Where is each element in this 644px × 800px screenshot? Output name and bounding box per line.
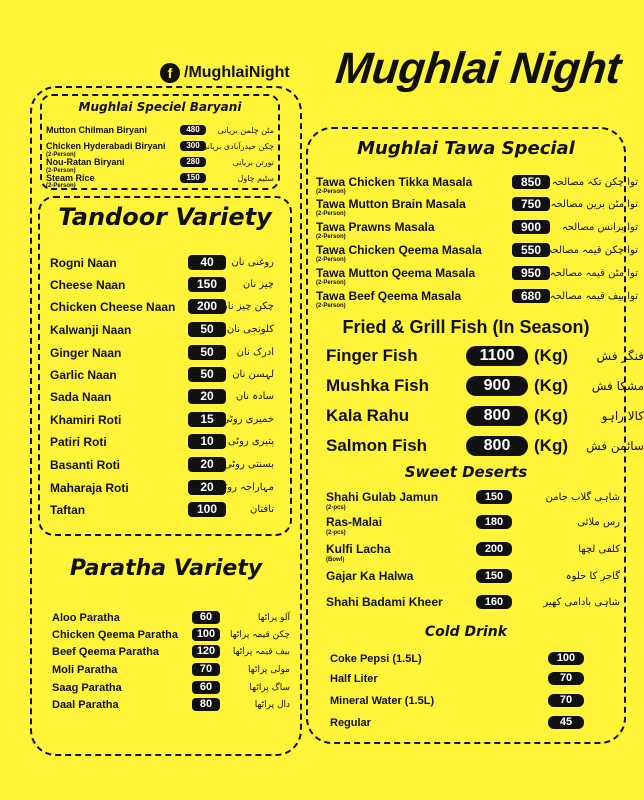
item-name: Chicken Qeema Paratha [52,628,178,641]
item-name: Sada Naan [50,389,112,404]
item-urdu: توا چکن قیمہ مصالحہ [546,244,638,256]
item-urdu: چکن چیز نان [220,301,274,312]
item-price: 70 [548,694,584,707]
menu-item [46,157,274,167]
item-price: 50 [188,367,226,382]
item-name: Moli Paratha [52,663,118,676]
item-name: Ras-Malai [326,515,383,529]
item-portion: (2-Person) [46,183,76,189]
item-price: 15 [188,412,226,427]
fish-title: Fried & Grill Fish (In Season) [342,317,590,337]
item-urdu: توا پرانس مصالحہ [561,221,638,233]
menu-item [50,345,274,360]
item-urdu: گاجر کا حلوہ [565,570,620,582]
item-urdu: سائمن فش [586,439,644,453]
menu-item [50,412,274,427]
item-urdu: مولی پراٹھا [248,664,290,675]
item-urdu: توا مٹن قیمہ مصالحہ [549,267,638,279]
menu-item [316,266,638,280]
menu-item [46,141,274,151]
item-name: Maharaja Roti [50,480,129,495]
menu-item [52,628,290,641]
menu-item [326,515,620,529]
item-price: 100 [548,652,584,665]
item-name: Khamiri Roti [50,412,122,427]
item-portion: (2-pcs) [326,505,346,511]
item-unit: (Kg) [534,376,568,395]
item-name: Kulfi Lacha [326,542,391,556]
item-urdu: چکن قیمہ پراٹھا [230,629,290,640]
item-price: 480 [180,125,206,135]
menu-item [326,542,620,556]
menu-item [52,611,290,624]
menu-item [52,681,290,694]
item-name: Taftan [50,502,86,517]
menu-item [326,595,620,609]
item-name: Cheese Naan [50,277,126,292]
biryani-title: Mughlai Speciel Baryani [78,100,242,114]
item-urdu: کالا راہو [601,409,644,423]
item-urdu: تافتان [249,504,274,515]
item-name: Tawa Mutton Qeema Masala [316,266,476,280]
menu-item [52,698,290,711]
tawa-title: Mughlai Tawa Special [357,138,575,159]
item-portion: (Bowl) [326,557,345,563]
item-price: 150 [180,173,206,183]
menu-item [330,716,584,729]
item-urdu: ساگ پراٹھا [249,682,290,693]
menu-item [326,406,644,426]
item-urdu: رس ملائی [577,516,620,528]
item-price: 100 [188,502,226,517]
item-name: Basanti Roti [50,457,121,472]
item-name: Kalwanji Naan [50,322,132,337]
item-price: 300 [180,141,206,151]
item-name: Tawa Chicken Qeema Masala [316,243,482,257]
item-portion: (2-Person) [316,234,346,240]
sweets-title: Sweet Deserts [404,463,528,481]
item-price: 200 [476,542,512,556]
item-name: Mineral Water (1.5L) [330,694,435,707]
item-urdu: بیف قیمہ پراٹھا [232,646,290,657]
item-price: 1100 [466,346,528,366]
item-price: 150 [188,277,226,292]
item-name: Gajar Ka Halwa [326,569,414,583]
item-portion: (2-Person) [316,303,346,309]
item-urdu: شاہی بادامی کھیر [543,596,620,608]
item-name: Rogni Naan [50,255,117,270]
item-urdu: فنگر فش [596,349,644,363]
item-name: Mutton Chilman Biryani [46,125,147,135]
item-name: Chicken Cheese Naan [50,299,176,314]
item-urdu: خمیری روٹی [221,414,274,425]
item-price: 100 [192,628,220,641]
item-name: Shahi Badami Kheer [326,595,443,609]
item-price: 120 [192,645,220,658]
item-price: 50 [188,322,226,337]
item-price: 10 [188,434,226,449]
item-name: Coke Pepsi (1.5L) [330,652,422,665]
menu-item [330,652,584,665]
item-price: 950 [512,266,550,280]
menu-item [50,502,274,517]
menu-item [50,277,274,292]
item-name: Tawa Prawns Masala [316,220,435,234]
menu-item [52,645,290,658]
item-urdu: مشکا فش [591,379,644,393]
item-urdu: سٹیم چاول [237,173,274,183]
item-name: Beef Qeema Paratha [52,645,159,658]
menu-item [50,434,274,449]
item-name: Ginger Naan [50,345,122,360]
item-price: 60 [192,681,220,694]
item-price: 900 [512,220,550,234]
facebook-handle-text: /MughlaiNight [184,64,290,81]
item-urdu: دال پراٹھا [254,699,290,710]
menu-item [326,376,644,396]
item-portion: (2-Person) [316,257,346,263]
item-price: 850 [512,175,550,189]
item-portion: (2-pcs) [326,530,346,536]
item-name: Tawa Mutton Brain Masala [316,197,466,211]
menu-item [52,663,290,676]
menu-item [50,322,274,337]
item-name: Steam Rice [46,173,95,183]
item-price: 50 [188,345,226,360]
item-portion: (2-Person) [46,168,76,174]
menu-item [50,480,274,495]
menu-item [316,243,638,257]
menu-item [326,490,620,504]
item-price: 60 [192,611,220,624]
item-name: Regular [330,716,371,729]
item-name: Chicken Hyderabadi Biryani [46,141,166,151]
item-urdu: ادرک نان [236,347,274,358]
tandoor-title: Tandoor Variety [58,203,272,231]
menu-item [326,346,644,366]
menu-item [330,672,584,685]
item-urdu: بسنتی روٹی [223,459,274,470]
item-unit: (Kg) [534,406,568,425]
item-urdu: توا مٹن برین مصالحہ [550,198,638,210]
menu-item [50,389,274,404]
item-name: Tawa Beef Qeema Masala [316,289,462,303]
item-urdu: توا بیف قیمہ مصالحہ [549,290,638,302]
facebook-handle [160,63,290,83]
item-portion: (2-Person) [316,211,346,217]
item-urdu: مہاراجہ روٹی [216,482,274,493]
menu-item [50,255,274,270]
menu-item [50,367,274,382]
item-price: 680 [512,289,550,303]
item-price: 160 [476,595,512,609]
item-portion: (2-Person) [46,152,76,158]
item-urdu: آلو پراٹھا [257,612,290,623]
item-urdu: لہسن نان [232,369,274,380]
item-price: 900 [466,376,528,396]
item-price: 750 [512,197,550,211]
item-urdu: کلفی لچھا [578,543,620,555]
menu-item [316,220,638,234]
item-urdu: چکن حیدرآبادی بریانی [201,141,274,151]
menu-item [330,694,584,707]
menu-item [316,289,638,303]
menu-item [326,436,644,456]
item-name: Mushka Fish [326,376,429,395]
item-urdu: پتیری روٹی [227,436,274,447]
item-price: 200 [188,299,226,314]
item-urdu: شاہی گلاب جامن [545,491,620,503]
item-price: 20 [188,457,226,472]
item-price: 800 [466,436,528,456]
menu-item [50,457,274,472]
item-name: Shahi Gulab Jamun [326,490,439,504]
item-name: Garlic Naan [50,367,117,382]
item-name: Daal Paratha [52,698,119,711]
item-urdu: روغنی نان [231,257,274,268]
item-name: Finger Fish [326,346,418,365]
item-name: Patiri Roti [50,434,107,449]
item-urdu: نورتن بریانی [232,157,274,167]
facebook-icon: f [160,63,180,83]
paratha-title: Paratha Variety [69,556,263,581]
brand-title: Mughlai Night [333,44,623,93]
item-price: 45 [548,716,584,729]
item-name: Aloo Paratha [52,611,120,624]
item-name: Saag Paratha [52,681,122,694]
item-price: 70 [548,672,584,685]
menu-item [316,197,638,211]
menu-item [46,173,274,183]
item-price: 800 [466,406,528,426]
item-name: Kala Rahu [326,406,410,425]
item-price: 150 [476,569,512,583]
menu-item [316,175,638,189]
item-name: Tawa Chicken Tikka Masala [316,175,473,189]
cold-drink-title: Cold Drink [424,624,508,640]
item-urdu: سادہ نان [235,391,274,402]
item-unit: (Kg) [534,346,568,365]
item-price: 150 [476,490,512,504]
menu-item [50,299,274,314]
item-price: 20 [188,389,226,404]
item-price: 70 [192,663,220,676]
item-portion: (2-Person) [316,280,346,286]
item-urdu: مٹن چلمن بریانی [217,125,274,135]
item-portion: (2-Person) [316,189,346,195]
item-price: 20 [188,480,226,495]
item-unit: (Kg) [534,436,568,455]
item-name: Half Liter [330,672,378,685]
menu-item [46,125,274,135]
menu-item [326,569,620,583]
item-price: 280 [180,157,206,167]
item-price: 80 [192,698,220,711]
item-price: 550 [512,243,550,257]
item-urdu: توا چکن تکہ مصالحہ [551,176,638,188]
item-name: Salmon Fish [326,436,428,455]
item-price: 40 [188,255,226,270]
item-urdu: کلونجی نان [226,324,274,335]
item-price: 180 [476,515,512,529]
item-name: Nou-Ratan Biryani [46,157,125,167]
item-urdu: چیز نان [242,279,274,290]
